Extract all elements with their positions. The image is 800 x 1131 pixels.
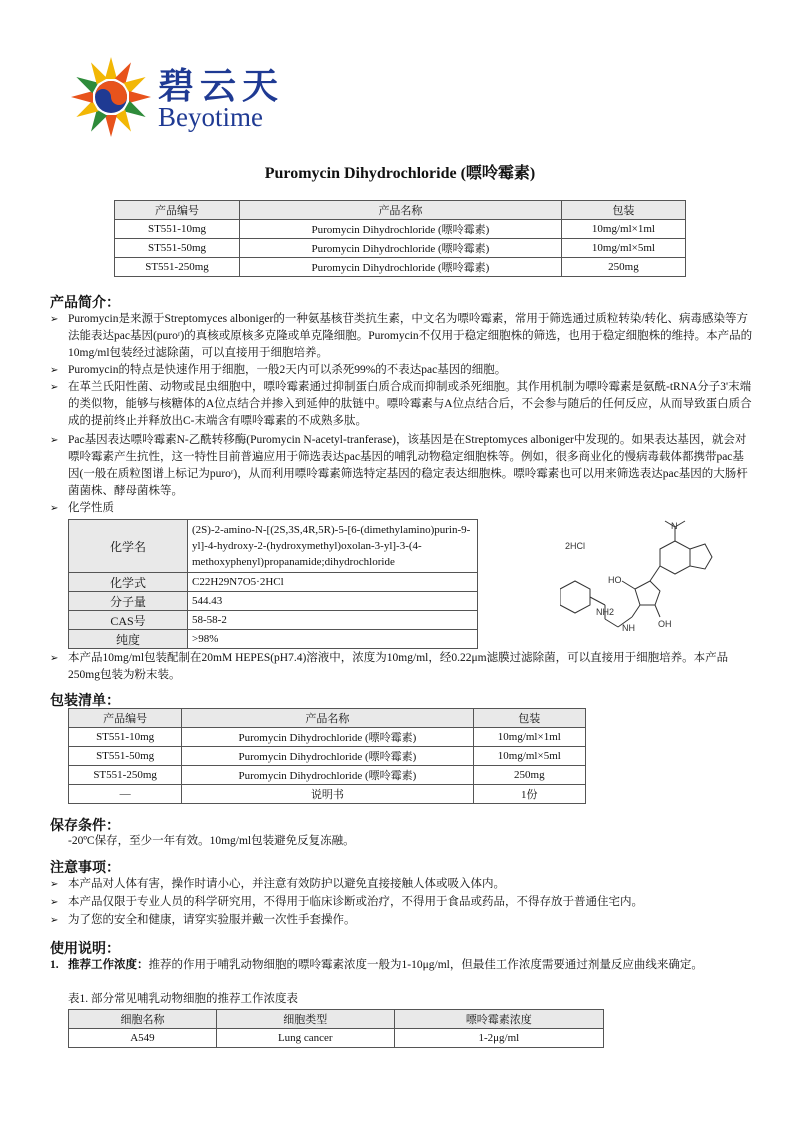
brand-logo: [66, 52, 296, 142]
intro-bullet: [50, 362, 755, 379]
table-cell: 说明书: [182, 785, 473, 804]
arrow-bullet-icon: ➢: [50, 435, 59, 446]
table-cell: 250mg: [473, 766, 585, 785]
intro-bullet: [50, 379, 755, 430]
header-cell: 产品编号: [115, 201, 240, 220]
sun-logo-icon: [66, 52, 156, 142]
usage-item-text: 推荐的作用于哺乳动物细胞的嘌呤霉素浓度一般为1-10μg/ml，但最佳工作浓度需要通过剂量反应曲线来确定。: [148, 959, 703, 971]
logo-chinese-name: 碧云天: [158, 65, 285, 107]
property-name: 纯度: [69, 630, 188, 649]
table-row: [69, 592, 478, 611]
property-value: C22H29N7O5·2HCl: [188, 573, 478, 592]
header-cell: 产品名称: [240, 201, 562, 220]
table-cell: ST551-10mg: [69, 728, 182, 747]
table-row: [69, 630, 478, 649]
notes-bullet: [50, 894, 755, 911]
property-value: 58-58-2: [188, 611, 478, 630]
table-row: [69, 747, 586, 766]
table-cell: A549: [69, 1029, 217, 1048]
arrow-bullet-icon: ➢: [50, 365, 59, 376]
table-caption: 表1. 部分常见哺乳动物细胞的推荐工作浓度表: [68, 993, 298, 1005]
structure-hydroxyl-label: OH: [658, 619, 672, 629]
property-value: 544.43: [188, 592, 478, 611]
table-row: [115, 220, 686, 239]
intro-bullet: [50, 432, 755, 500]
header-cell: 嘌呤霉素浓度: [394, 1010, 603, 1029]
intro-bullet: [50, 650, 755, 684]
table-row: [115, 258, 686, 277]
packing-heading: 包装清单：: [50, 693, 120, 709]
table-cell: ST551-50mg: [115, 239, 240, 258]
property-name: 化学名: [69, 520, 188, 573]
arrow-bullet-icon: ➢: [50, 382, 59, 393]
notes-bullet-text: 为了您的安全和健康，请穿实验服并戴一次性手套操作。: [68, 914, 356, 926]
structure-hydroxyl-label: HO: [608, 575, 622, 585]
notes-bullet-text: 本产品仅限于专业人员的科学研究用，不得用于临床诊断或治疗，不得用于食品或药品，不得存放于普通住宅内。: [68, 896, 643, 908]
storage-heading: 保存条件：: [50, 818, 120, 834]
intro-heading: 产品简介：: [50, 295, 120, 311]
table-cell: ST551-50mg: [69, 747, 182, 766]
packing-table: [68, 708, 586, 804]
intro-bullet-text: Pac基因表达嘌呤霉素N-乙酰转移酶(Puromycin N-acetyl-tranferase)，该基因是在Streptomyces alboniger中发现的。如果表达基因，就会对嘌呤霉素产生抗性，这一特性目前普遍应用于筛选表达pac基因的哺乳动物稳定细胞株等。例如，很多商业化的慢病毒载体都携带pac基因(一般在质粒图谱上标记为puroʳ)，从而利用嘌呤霉素筛选特定基因的稳定表达细胞株。嘌呤霉素也可以用来筛选表达pac基因的大肠杆菌菌株、酵母菌株等。: [68, 434, 748, 497]
usage-item-1: [50, 957, 755, 974]
property-value: (2S)-2-amino-N-[(2S,3S,4R,5R)-5-[6-(dimethylamino)purin-9-yl]-4-hydroxy-2-(hydroxymethyl)oxolan-3-yl]-3-(4-methoxyphenyl)propanamide;dihydrochloride: [188, 520, 478, 573]
table-cell: 10mg/ml×5ml: [561, 239, 685, 258]
notes-bullet: [50, 876, 755, 893]
table-cell: Puromycin Dihydrochloride (嘌呤霉素): [182, 747, 473, 766]
intro-bullet: [50, 500, 755, 517]
usage-heading: 使用说明：: [50, 941, 120, 957]
product-table: [114, 200, 686, 277]
table-cell: —: [69, 785, 182, 804]
property-value: >98%: [188, 630, 478, 649]
table-cell: ST551-250mg: [69, 766, 182, 785]
table-cell: ST551-250mg: [115, 258, 240, 277]
table-row: [69, 728, 586, 747]
property-name: CAS号: [69, 611, 188, 630]
structure-amine-label: NH2: [596, 607, 615, 617]
intro-bullet-text: 本产品10mg/ml包装配制在20mM HEPES(pH7.4)溶液中，浓度为10mg/ml，经0.22μm滤膜过滤除菌，可以直接用于细胞培养。本产品250mg包装为粉末装。: [68, 652, 729, 681]
table-cell: Puromycin Dihydrochloride (嘌呤霉素): [182, 728, 473, 747]
table-header-row: [69, 1010, 604, 1029]
table-row: [69, 520, 478, 573]
arrow-bullet-icon: ➢: [50, 879, 59, 890]
header-cell: 细胞类型: [216, 1010, 394, 1029]
structure-nitrogen-label: N: [671, 521, 678, 531]
header-cell: 细胞名称: [69, 1010, 217, 1029]
table-header-row: [115, 201, 686, 220]
usage-item-number: 1.: [50, 959, 59, 971]
table-row: [69, 785, 586, 804]
table-cell: 1份: [473, 785, 585, 804]
intro-bullet-text: Puromycin是来源于Streptomyces alboniger的一种氨基核苷类抗生素，中文名为嘌呤霉素，常用于筛选通过质粒转染/转化、病毒感染等方法能表达pac基因(puroʳ)的真核或原核多克隆或单克隆细胞。Puromycin不仅用于稳定细胞株的筛选，也用于稳定细胞株的维持。本产品的10mg/ml包装经过滤除菌，可以直接用于细胞培养。: [68, 313, 753, 359]
arrow-bullet-icon: ➢: [50, 897, 59, 908]
notes-bullet: [50, 912, 755, 929]
table-cell: 1-2μg/ml: [394, 1029, 603, 1048]
header-cell: 产品名称: [182, 709, 473, 728]
usage-item-title: 推荐工作浓度：: [68, 959, 149, 971]
arrow-bullet-icon: ➢: [50, 314, 59, 325]
property-name: 化学式: [69, 573, 188, 592]
table-cell: ST551-10mg: [115, 220, 240, 239]
arrow-bullet-icon: ➢: [50, 503, 59, 514]
table-cell: Puromycin Dihydrochloride (嘌呤霉素): [240, 239, 562, 258]
intro-bullet-text: 在革兰氏阳性菌、动物或昆虫细胞中，嘌呤霉素通过抑制蛋白质合成而抑制或杀死细胞。其作用机制为嘌呤霉素是氨酰-tRNA分子3'末端的类似物，能够与核糖体的A位点结合并掺入到延伸的肽链中。嘌呤霉素与A位点结合后，不会参与随后的任何反应，从而导致蛋白质合成的提前终止并释放出C-末端含有嘌呤霉素的不成熟多肽。: [68, 381, 752, 427]
chemical-properties-table: [68, 519, 478, 649]
storage-text: -20ºC保存，至少一年有效。10mg/ml包装避免反复冻融。: [68, 835, 355, 847]
intro-bullet-text: 化学性质: [68, 502, 114, 514]
logo-english-name: Beyotime: [158, 102, 263, 132]
table-header-row: [69, 709, 586, 728]
table-cell: 10mg/ml×5ml: [473, 747, 585, 766]
notes-heading: 注意事项：: [50, 860, 120, 876]
working-concentration-table: [68, 1009, 604, 1048]
intro-bullet: [50, 311, 755, 362]
page-title: Puromycin Dihydrochloride (嘌呤霉素): [264, 165, 536, 182]
table-cell: Puromycin Dihydrochloride (嘌呤霉素): [240, 258, 562, 277]
table-cell: Lung cancer: [216, 1029, 394, 1048]
header-cell: 包装: [473, 709, 585, 728]
arrow-bullet-icon: ➢: [50, 915, 59, 926]
table-cell: Puromycin Dihydrochloride (嘌呤霉素): [182, 766, 473, 785]
header-cell: 产品编号: [69, 709, 182, 728]
arrow-bullet-icon: ➢: [50, 653, 59, 664]
property-name: 分子量: [69, 592, 188, 611]
notes-bullet-text: 本产品对人体有害，操作时请小心，并注意有效防护以避免直接接触人体或吸入体内。: [68, 878, 505, 890]
header-cell: 包装: [561, 201, 685, 220]
table-cell: Puromycin Dihydrochloride (嘌呤霉素): [240, 220, 562, 239]
table-cell: 250mg: [561, 258, 685, 277]
table-row: [69, 573, 478, 592]
table-cell: 10mg/ml×1ml: [473, 728, 585, 747]
table-row: [115, 239, 686, 258]
structure-amide-label: NH: [622, 623, 635, 633]
table-cell: 10mg/ml×1ml: [561, 220, 685, 239]
table-row: [69, 611, 478, 630]
structure-salt-label: 2HCl: [565, 541, 586, 551]
intro-bullet-text: Puromycin的特点是快速作用于细胞，一般2天内可以杀死99%的不表达pac基因的细胞。: [68, 364, 507, 376]
table-row: [69, 766, 586, 785]
chemical-structure-diagram: [560, 519, 760, 649]
table-row: [69, 1029, 604, 1048]
